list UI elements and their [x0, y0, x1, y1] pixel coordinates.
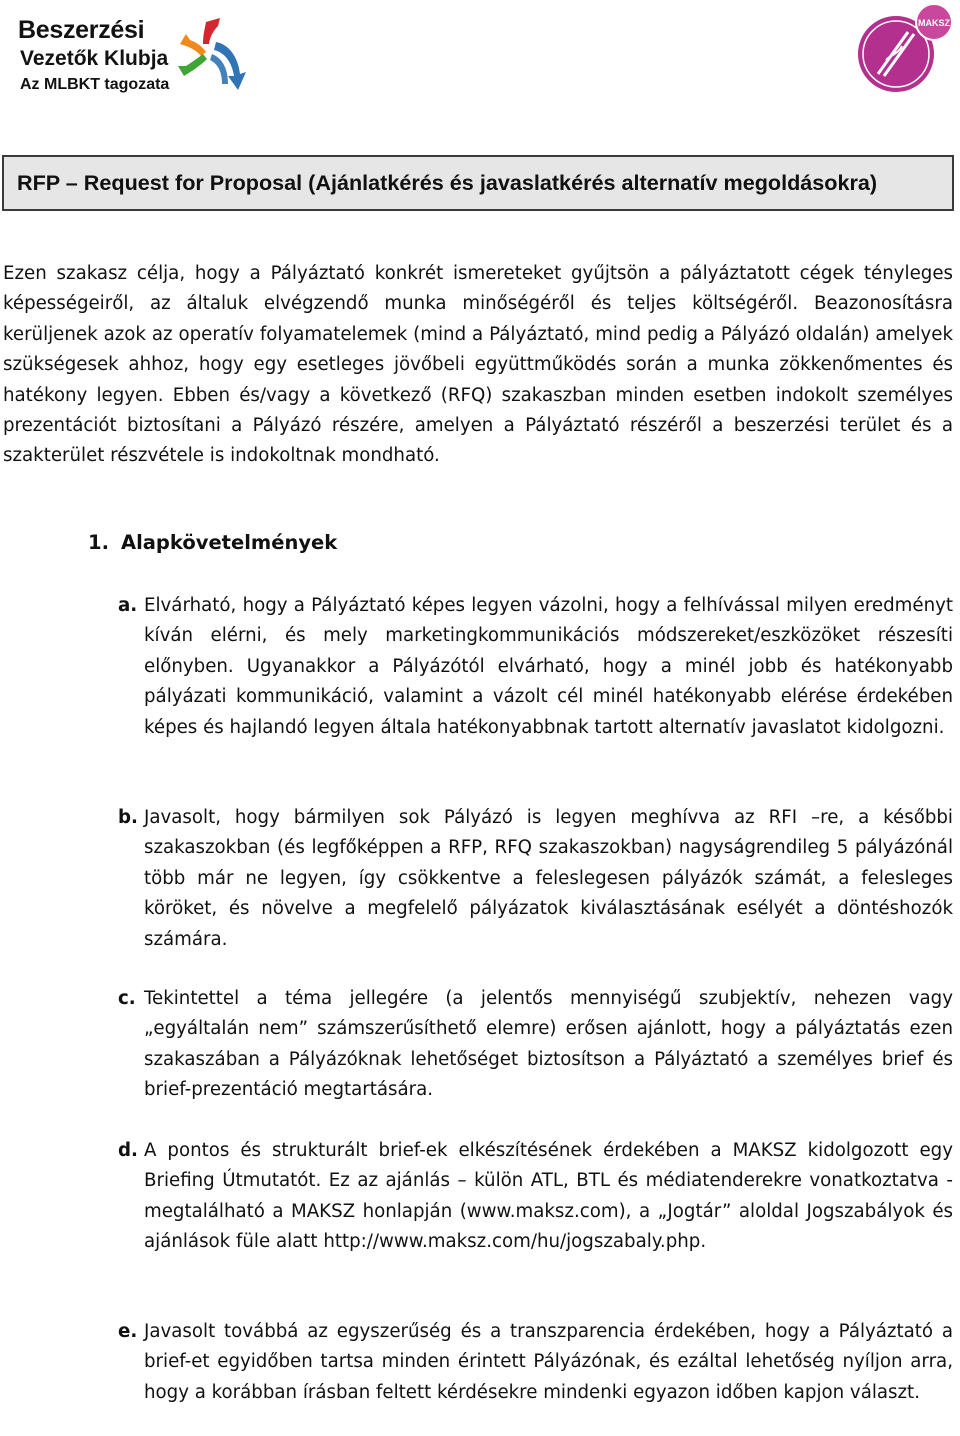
list-item-a [118, 591, 953, 743]
list-item-text: Tekintettel a téma jellegére (a jelentős mennyiségű szubjektív, nehezen vagy „egyáltalán nem” számszerűsíthető elemre) erősen ajánlott, hogy a pályáztatás ezen szakaszában a Pályázóknak lehetőséget biztosítson a Pályáztató a személyes brief és brief-prezentáció megtartására. [144, 988, 953, 1101]
list-item-letter: b. [118, 807, 138, 828]
section-number: 1. [88, 531, 109, 554]
list-item-c [118, 984, 953, 1106]
list-item-letter: d. [118, 1140, 138, 1161]
section-heading [88, 531, 337, 554]
maksz-logo [852, 2, 956, 98]
page-title: RFP – Request for Proposal (Ajánlatkérés és javaslatkérés alternatív megoldásokra) [17, 170, 878, 195]
list-item-e [118, 1317, 953, 1408]
beszerzesi-vezetok-klubja-logo [18, 14, 258, 104]
list-item-b [118, 803, 953, 955]
intro-paragraph: Ezen szakasz célja, hogy a Pályáztató konkrét ismereteket gyűjtsön a pályáztatott cégek tényleges képességeiről, az általuk elvégzendő munka minőségéről és teljes költségéről. Beazonosításra kerüljenek azok az operatív folyamatelemek (mind a Pályáztató, mind pedig a Pályázó oldalán) amelyek szükségesek ahhoz, hogy egy esetleges jövőbeli együttműködés során a munka zökkenőmentes és hatékony legyen. Ebben és/vagy a következő (RFQ) szakaszban minden esetben indokolt személyes prezentációt biztosítani a Pályázó részére, amelyen a Pályáztató részéről a beszerzési terület és a szakterület részvétele is indokoltnak mondható. [3, 263, 953, 467]
list-item-text: Javasolt továbbá az egyszerűség és a transzparencia érdekében, hogy a Pályáztató a brief-et egyidőben tartsa minden érintett Pályázónak, és ezáltal lehetőség nyíljon arra, hogy a korábban írásban feltett kérdésekre mindenki egyazon időben kapjon választ. [144, 1321, 953, 1403]
list-item-letter: c. [118, 988, 136, 1009]
list-item-text: Javasolt, hogy bármilyen sok Pályázó is legyen meghívva az RFI –re, a későbbi szakaszokban (és legfőképpen a RFP, RFQ szakaszokban) nagyságrendileg 5 pályázónál több már ne legyen, így csökkentve a feleslegesen pályázók számát, a felesleges köröket, és növelve a megfelelő pályázatok kiválasztásának esélyét a döntéshozók számára. [144, 807, 953, 950]
maksz-badge-text: MAKSZ [918, 18, 950, 28]
section-title: Alapkövetelmények [121, 531, 338, 554]
list-item-letter: e. [118, 1321, 138, 1342]
list-item-d [118, 1136, 953, 1258]
list-item-letter: a. [118, 595, 138, 616]
list-item-text: Elvárható, hogy a Pályáztató képes legyen vázolni, hogy a felhívással milyen eredményt kíván elérni, és mely marketingkommunikációs módszereket/eszközöket részesíti előnyben. Ugyanakkor a Pályázótól elvárható, hogy a minél jobb és hatékonyabb pályázati kommunikáció, valamint a vázolt cél minél hatékonyabb elérése érdekében képes és hajlandó legyen általa hatékonyabbnak tartott alternatív javaslatot kidolgozni. [144, 595, 953, 738]
list-item-text: A pontos és strukturált brief-ek elkészítésének érdekében a MAKSZ kidolgozott egy Briefing Útmutatót. Ez az ajánlás – külön ATL, BTL és médiatenderekre vonatkoztatva - megtalálható a MAKSZ honlapján (www.maksz.com), a „Jogtár” aloldal Jogszabályok és ajánlások füle alatt http://www.maksz.com/hu/jogszabaly.php. [144, 1140, 953, 1253]
logo-line-2: Vezetők Klubja [20, 47, 169, 70]
title-box [2, 155, 954, 211]
arrows-logo-icon [176, 14, 248, 96]
logo-line-1: Beszerzési [18, 16, 145, 44]
logo-line-3: Az MLBKT tagozata [20, 76, 170, 93]
maksz-logo-icon [852, 2, 956, 98]
